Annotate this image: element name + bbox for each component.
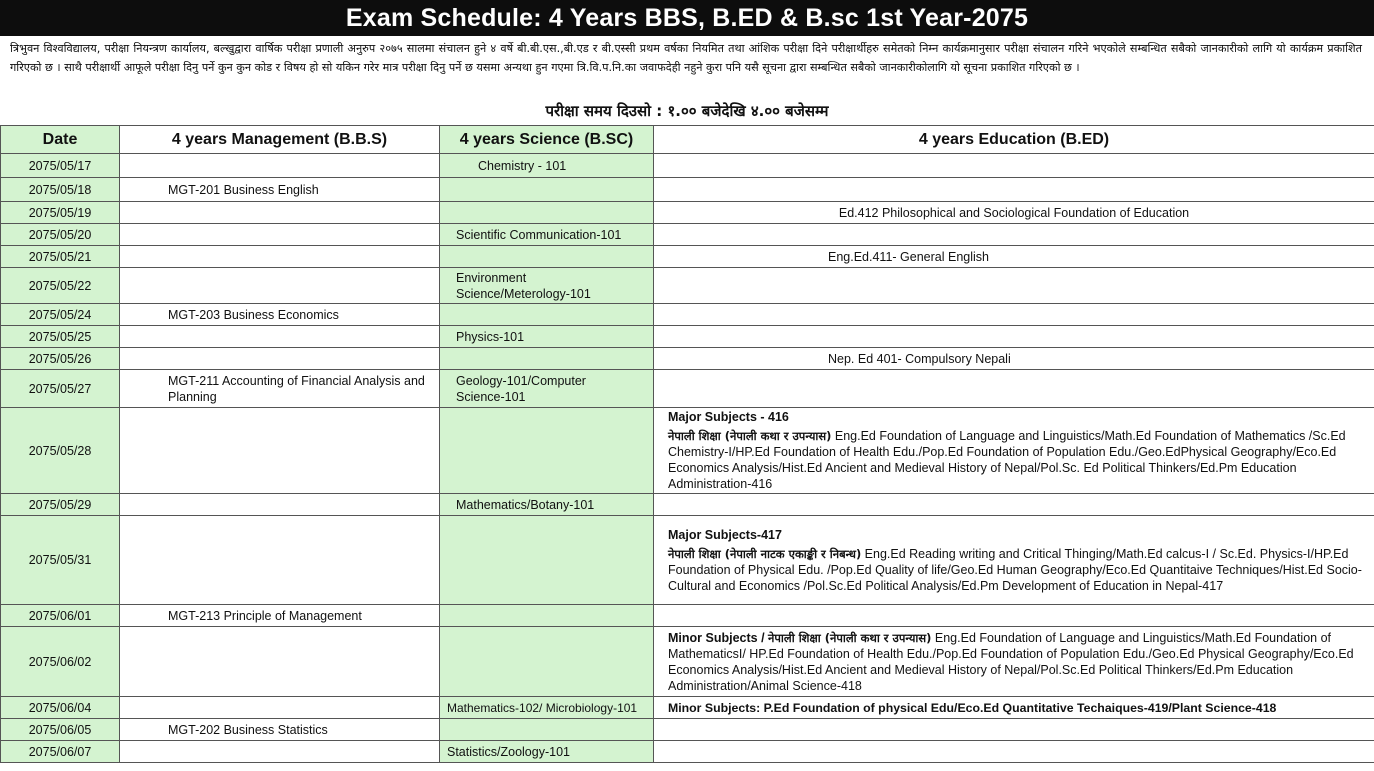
bed-subjects-text: Eng.Ed Foundation of Language and Linguistics/Math.Ed Foundation of Mathematics /Sc.Ed Chemistry-I/HP.Ed Foundation of Health Edu./Pop.Ed Foundation of Population Edu./Geo.EdPhysical Geography/Eco.Ed Economics Analysis/Hist.Ed Ancient and Medieval History of Nepal/Pol.Sc. Ed Political Thinkers/Ed.Pm Education Administration-416: [668, 429, 1346, 491]
table-row: [1, 224, 1374, 246]
date-cell: 2075/05/21: [1, 246, 120, 268]
table-row: [1, 326, 1374, 348]
bbs-cell: MGT-203 Business Economics: [120, 304, 440, 326]
bbs-cell: [120, 627, 440, 697]
table-row: [1, 697, 1374, 719]
bed-cell: Minor Subjects: P.Ed Foundation of physical Edu/Eco.Ed Quantitative Techaiques-419/Plant Science-418: [654, 697, 1374, 719]
exam-timing: परीक्षा समय दिउसो : १.०० बजेदेखि ४.०० बजेसम्म: [545, 102, 829, 120]
date-cell: 2075/05/19: [1, 202, 120, 224]
bed-cell: [654, 268, 1374, 304]
date-cell: 2075/06/02: [1, 627, 120, 697]
bed-subjects-text: Eng.Ed Foundation of Language and Linguistics/Math.Ed Foundation of MathematicsI/ HP.Ed Foundation of Health Edu./Pop.Ed Foundation of Population Edu./Geo.Ed Physical Geography/Eco.Ed Economics Analysis/Hist.Ed Ancient and Medieval History of Nepal/Pol.Sc.Ed Political Thinkers/Ed.Pm Education Administration/Animal Science-418: [668, 630, 1354, 693]
bed-cell: [654, 494, 1374, 516]
bsc-cell: [440, 627, 654, 697]
bbs-cell: MGT-202 Business Statistics: [120, 719, 440, 741]
bed-cell: [654, 605, 1374, 627]
notice-text: त्रिभुवन विश्वविद्यालय, परीक्षा नियन्त्रण कार्यालय, बल्खुद्वारा वार्षिक परीक्षा प्रणाली अनुरुप २०७५ सालमा संचालन हुने ४ वर्षे बी.बी.एस.,बी.एड र बी.एस्सी प्रथम वर्षका नियमित तथा आंशिक परीक्षा दिने परीक्षार्थीहरु समेतको निम्न कार्यक्रमानुसार परीक्षा संचालन गरिने भएकोले सम्बन्धित सबैको जानकारीको लागि यो कार्यक्रम प्रकाशित गरिएको छ । साथै परीक्षार्थी आफूले परीक्षा दिनु पर्ने कुन कुन कोड र विषय हो सो यकिन गरेर मात्र परीक्षा दिनु पर्ने छ यसमा अन्यथा हुन गएमा त्रि.वि.प.नि.का जवाफदेही नहुने कुरा पनि यसै सूचना द्वारा सम्बन्धित सबैको जानकारीकोलागि यो सूचना प्रकाशित गरिएको छ ।: [10, 42, 1362, 74]
bed-cell: [654, 627, 1374, 697]
bsc-cell: Scientific Communication-101: [440, 224, 654, 246]
table-row: [1, 202, 1374, 224]
header-bsc: 4 years Science (B.SC): [440, 126, 654, 154]
page-title: Exam Schedule: 4 Years BBS, B.ED & B.sc 1st Year-2075: [0, 0, 1374, 36]
date-cell: 2075/05/24: [1, 304, 120, 326]
bed-cell: [654, 224, 1374, 246]
bbs-cell: [120, 154, 440, 178]
header-bed: 4 years Education (B.ED): [654, 126, 1374, 154]
bed-nepali-subject: नेपाली शिक्षा (नेपाली कथा र उपन्यास): [668, 429, 832, 443]
date-cell: 2075/05/22: [1, 268, 120, 304]
bed-cell: [654, 741, 1374, 763]
bed-cell: [654, 154, 1374, 178]
bsc-cell: [440, 516, 654, 605]
bed-block-title: Minor Subjects /: [668, 630, 769, 645]
bbs-cell: [120, 516, 440, 605]
bed-cell: Eng.Ed.411- General English: [654, 246, 1374, 268]
bsc-cell: Chemistry - 101: [440, 154, 654, 178]
date-cell: 2075/05/29: [1, 494, 120, 516]
bbs-cell: [120, 224, 440, 246]
bbs-cell: [120, 348, 440, 370]
bed-cell: [654, 304, 1374, 326]
bsc-cell: [440, 605, 654, 627]
date-cell: 2075/05/27: [1, 370, 120, 408]
header-bbs: 4 years Management (B.B.S): [120, 126, 440, 154]
bbs-cell: [120, 408, 440, 494]
bbs-cell: [120, 494, 440, 516]
date-cell: 2075/06/05: [1, 719, 120, 741]
bbs-cell: MGT-211 Accounting of Financial Analysis and Planning: [120, 370, 440, 408]
bed-cell: [654, 516, 1374, 605]
table-row: [1, 178, 1374, 202]
bsc-cell: Environment Science/Meterology-101: [440, 268, 654, 304]
date-cell: 2075/05/28: [1, 408, 120, 494]
bbs-cell: [120, 326, 440, 348]
table-row: [1, 268, 1374, 304]
table-row: [1, 741, 1374, 763]
bsc-cell: [440, 202, 654, 224]
bed-nepali-subject: नेपाली शिक्षा (नेपाली नाटक एकाङ्की र निबन्ध): [668, 546, 862, 561]
bbs-cell: [120, 202, 440, 224]
date-cell: 2075/05/17: [1, 154, 120, 178]
table-row: [1, 370, 1374, 408]
bed-cell: [654, 326, 1374, 348]
table-row: [1, 408, 1374, 494]
bbs-cell: [120, 268, 440, 304]
bbs-cell: [120, 246, 440, 268]
bsc-cell: Physics-101: [440, 326, 654, 348]
date-cell: 2075/05/26: [1, 348, 120, 370]
bed-cell: Nep. Ed 401- Compulsory Nepali: [654, 348, 1374, 370]
bed-cell: [654, 370, 1374, 408]
date-cell: 2075/06/04: [1, 697, 120, 719]
bbs-cell: MGT-201 Business English: [120, 178, 440, 202]
date-cell: 2075/06/01: [1, 605, 120, 627]
date-cell: 2075/05/20: [1, 224, 120, 246]
table-row: [1, 494, 1374, 516]
table-row: [1, 246, 1374, 268]
exam-schedule-table: [0, 125, 1374, 763]
bsc-cell: [440, 246, 654, 268]
date-cell: 2075/05/25: [1, 326, 120, 348]
bbs-cell: MGT-213 Principle of Management: [120, 605, 440, 627]
table-row: [1, 605, 1374, 627]
date-cell: 2075/05/18: [1, 178, 120, 202]
bed-block-title: Major Subjects - 416: [668, 410, 789, 424]
bsc-cell: [440, 178, 654, 202]
table-row: [1, 627, 1374, 697]
bed-subjects-text: Eng.Ed Reading writing and Critical Thinging/Math.Ed calcus-I / Sc.Ed. Physics-I/HP.Ed Foundation of Physical Edu. /Pop.Ed Quality of life/Geo.Ed Human Geography/Eco.Ed Quantitaive Techniques/Hist.Ed Socio-Cultural and Economics /Pol.Sc.Ed Political Analysis/Ed.Pm Development of Education in Nepal-417: [668, 546, 1362, 593]
bed-cell: [654, 408, 1374, 494]
bed-nepali-subject: नेपाली शिक्षा (नेपाली कथा र उपन्यास): [768, 630, 932, 645]
table-row: [1, 719, 1374, 741]
bsc-cell: Mathematics/Botany-101: [440, 494, 654, 516]
bsc-cell: Mathematics-102/ Microbiology-101: [440, 697, 654, 719]
bed-cell: Ed.412 Philosophical and Sociological Foundation of Education: [654, 202, 1374, 224]
header-date: Date: [1, 126, 120, 154]
bsc-cell: Statistics/Zoology-101: [440, 741, 654, 763]
bsc-cell: [440, 348, 654, 370]
bsc-cell: Geology-101/Computer Science-101: [440, 370, 654, 408]
bbs-cell: [120, 741, 440, 763]
bed-cell: [654, 719, 1374, 741]
table-header-row: [1, 126, 1374, 154]
table-row: [1, 154, 1374, 178]
table-row: [1, 516, 1374, 605]
bsc-cell: [440, 304, 654, 326]
table-row: [1, 304, 1374, 326]
bed-block-title: Major Subjects-417: [668, 527, 782, 542]
bbs-cell: [120, 697, 440, 719]
bsc-cell: [440, 719, 654, 741]
bed-cell: [654, 178, 1374, 202]
date-cell: 2075/06/07: [1, 741, 120, 763]
date-cell: 2075/05/31: [1, 516, 120, 605]
table-row: [1, 348, 1374, 370]
bsc-cell: [440, 408, 654, 494]
